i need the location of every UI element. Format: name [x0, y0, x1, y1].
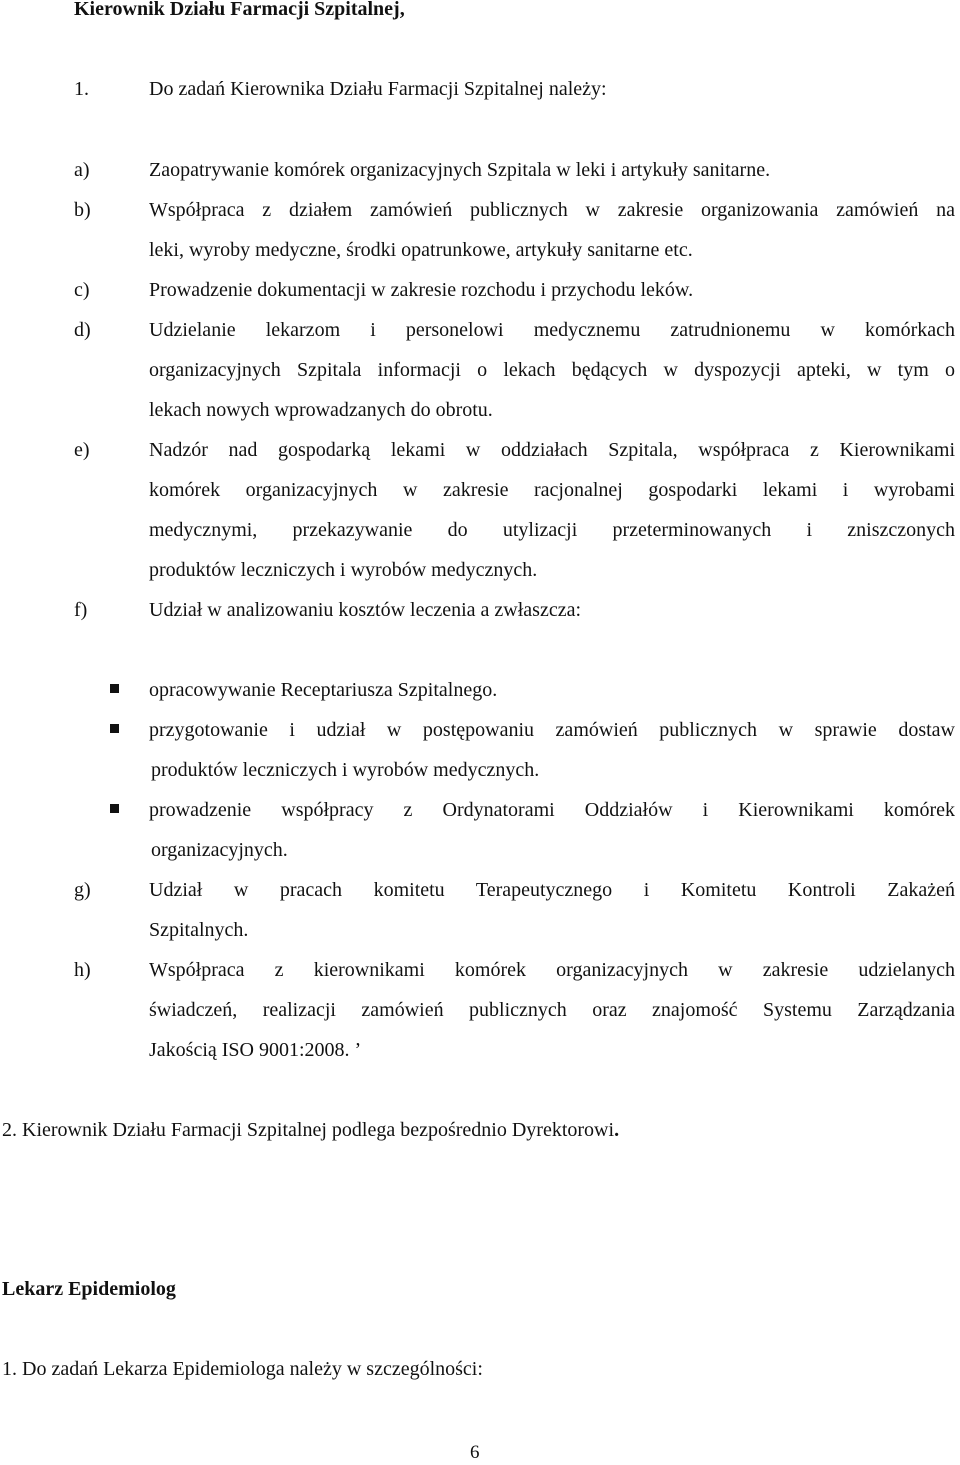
item-line: Jakością ISO 9001:2008. ’ [149, 1039, 362, 1061]
item-line: organizacyjnych Szpitala informacji o lekach będących w dyspozycji apteki, w tym o [149, 359, 955, 381]
item-line: komórek organizacyjnych w zakresie racjonalnej gospodarki lekami i wyrobami [149, 479, 955, 501]
item-line: świadczeń, realizacji zamówień publicznych oraz znajomość Systemu Zarządzania [149, 999, 955, 1021]
point-text: Do zadań Kierownika Działu Farmacji Szpitalnej należy: [149, 78, 607, 100]
square-bullet-icon [110, 724, 119, 733]
square-bullet-icon [110, 684, 119, 693]
section-heading: Kierownik Działu Farmacji Szpitalnej, [74, 0, 405, 20]
item-line: Prowadzenie dokumentacji w zakresie rozchodu i przychodu leków. [149, 279, 694, 301]
item-marker: d) [74, 319, 91, 341]
item-line: leki, wyroby medyczne, środki opatrunkowe, artykuły sanitarne etc. [149, 239, 693, 261]
point-text: 1. Do zadań Lekarza Epidemiologa należy w szczególności: [2, 1358, 483, 1380]
bullet-line: opracowywanie Receptariusza Szpitalnego. [149, 679, 498, 701]
item-marker: b) [74, 199, 91, 221]
square-bullet-icon [110, 804, 119, 813]
item-line: Nadzór nad gospodarką lekami w oddziałach Szpitala, współpraca z Kierownikami [149, 439, 955, 461]
page-number: 6 [470, 1442, 480, 1463]
item-line: Udział w pracach komitetu Terapeutycznego i Komitetu Kontroli Zakażeń [149, 879, 955, 901]
item-marker: c) [74, 279, 90, 301]
item-marker: a) [74, 159, 90, 181]
item-marker: f) [74, 599, 88, 621]
bullet-line: produktów leczniczych i wyrobów medycznych. [151, 759, 540, 781]
item-line: Zaopatrywanie komórek organizacyjnych Szpitala w leki i artykuły sanitarne. [149, 159, 771, 181]
point-2-text [2, 1118, 619, 1142]
item-line: Współpraca z kierownikami komórek organizacyjnych w zakresie udzielanych [149, 959, 955, 981]
item-marker: e) [74, 439, 90, 461]
point-2-body: 2. Kierownik Działu Farmacji Szpitalnej podlega bezpośrednio Dyrektorowi [2, 1119, 615, 1141]
bullet-line: przygotowanie i udział w postępowaniu zamówień publicznych w sprawie dostaw [149, 719, 955, 741]
point-2-period: . [614, 1119, 620, 1141]
item-line: medycznymi, przekazywanie do utylizacji przeterminowanych i zniszczonych [149, 519, 955, 541]
section-heading: Lekarz Epidemiolog [2, 1278, 176, 1300]
item-line: produktów leczniczych i wyrobów medycznych. [149, 559, 538, 581]
item-line: Współpraca z działem zamówień publicznych w zakresie organizowania zamówień na [149, 199, 955, 221]
item-line: Szpitalnych. [149, 919, 249, 941]
item-line: Udział w analizowaniu kosztów leczenia a zwłaszcza: [149, 599, 582, 621]
item-marker: g) [74, 879, 91, 901]
point-number: 1. [74, 78, 89, 100]
item-marker: h) [74, 959, 91, 981]
item-line: Udzielanie lekarzom i personelowi medycznemu zatrudnionemu w komórkach [149, 319, 955, 341]
bullet-line: organizacyjnych. [151, 839, 288, 861]
item-line: lekach nowych wprowadzanych do obrotu. [149, 399, 493, 421]
bullet-line: prowadzenie współpracy z Ordynatorami Oddziałów i Kierownikami komórek [149, 799, 955, 821]
